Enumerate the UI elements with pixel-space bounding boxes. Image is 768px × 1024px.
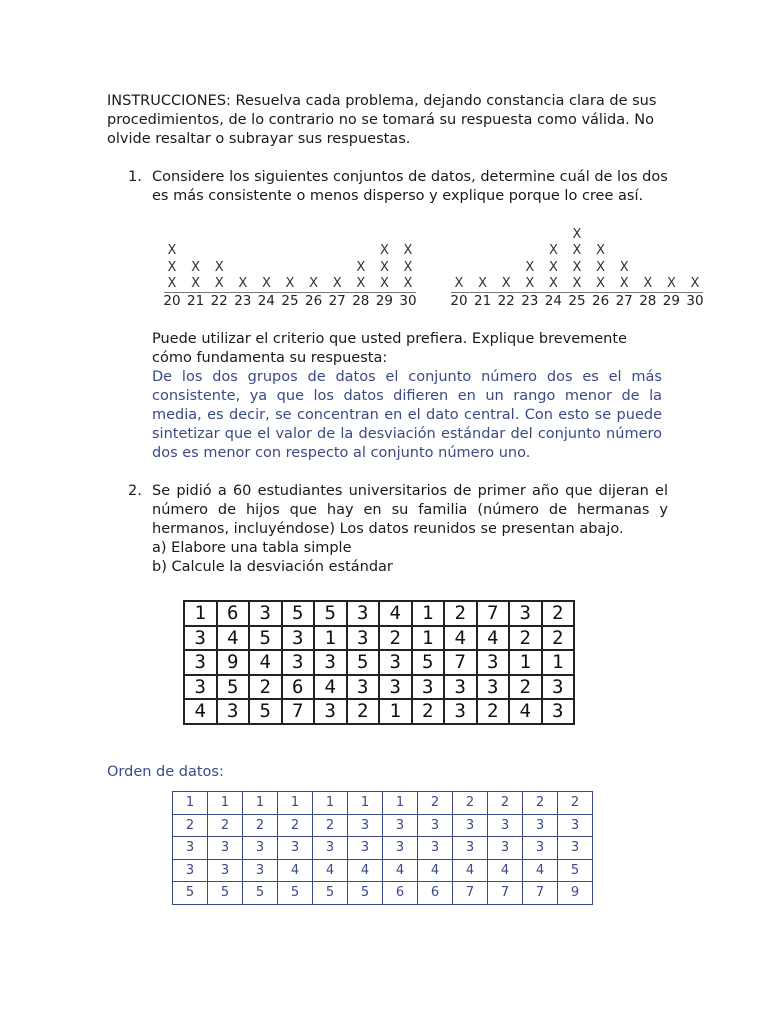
dot-plot-x-mark: X (596, 243, 606, 258)
table-cell: 4 (348, 859, 383, 882)
table-cell: 3 (348, 814, 383, 837)
table-cell: 3 (444, 699, 477, 724)
dot-plot-tick-label: 24 (257, 293, 275, 309)
dot-plot-x-mark: X (403, 276, 413, 291)
dot-plot-tick-label: 25 (281, 293, 299, 309)
table-cell: 3 (208, 837, 243, 860)
dot-plot-x-mark: X (478, 276, 488, 291)
table-cell: 4 (383, 859, 418, 882)
table-cell: 4 (444, 626, 477, 651)
table-cell: 3 (184, 675, 217, 700)
table-cell: 4 (453, 859, 488, 882)
dot-plot-tick-label: 26 (305, 293, 323, 309)
table-cell: 9 (558, 882, 593, 905)
dot-plot-x-mark: X (261, 276, 271, 291)
table-cell: 3 (412, 675, 445, 700)
table-cell: 1 (542, 650, 575, 675)
table-cell: 3 (282, 626, 315, 651)
raw-data-row (184, 601, 574, 626)
table-cell: 5 (347, 650, 380, 675)
dot-plot-x-mark: X (379, 243, 389, 258)
dot-plot-x-mark: X (548, 276, 558, 291)
table-cell: 3 (278, 837, 313, 860)
table-cell: 3 (313, 837, 348, 860)
table-cell: 2 (249, 675, 282, 700)
table-cell: 1 (509, 650, 542, 675)
table-cell: 2 (173, 814, 208, 837)
table-cell: 2 (542, 601, 575, 626)
table-cell: 7 (523, 882, 558, 905)
table-cell: 3 (558, 837, 593, 860)
table-cell: 3 (347, 675, 380, 700)
table-cell: 4 (249, 650, 282, 675)
question-2-item-a: a) Elabore una tabla simple (152, 540, 352, 556)
dot-plot-x-mark: X (356, 276, 366, 291)
dot-plot-tick-label: 30 (686, 293, 704, 309)
table-cell: 4 (488, 859, 523, 882)
dot-plot-tick-label: 26 (592, 293, 610, 309)
dot-plot-x-mark: X (454, 276, 464, 291)
table-cell: 4 (217, 626, 250, 651)
table-cell: 3 (453, 814, 488, 837)
dot-plot-tick-label: 23 (234, 293, 252, 309)
table-cell: 3 (243, 859, 278, 882)
raw-data-table (183, 600, 575, 725)
ordered-data-row (173, 814, 593, 837)
table-cell: 7 (444, 650, 477, 675)
dot-plot-x-mark: X (666, 276, 676, 291)
table-cell: 1 (412, 601, 445, 626)
table-cell: 3 (542, 675, 575, 700)
dot-plot-tick-label: 21 (187, 293, 205, 309)
dot-plot-tick-label: 29 (375, 293, 393, 309)
table-cell: 2 (444, 601, 477, 626)
dot-plot-x-mark: X (167, 243, 177, 258)
dot-plot-tick-label: 21 (474, 293, 492, 309)
table-cell: 3 (383, 814, 418, 837)
table-cell: 5 (278, 882, 313, 905)
table-cell: 3 (314, 699, 347, 724)
dot-plot-x-mark: X (525, 276, 535, 291)
table-cell: 2 (278, 814, 313, 837)
dot-plot-tick-label: 22 (210, 293, 228, 309)
table-cell: 1 (278, 792, 313, 815)
table-cell: 3 (379, 650, 412, 675)
table-cell: 1 (313, 792, 348, 815)
table-cell: 2 (509, 675, 542, 700)
dot-plot-x-mark: X (548, 243, 558, 258)
question-2 (128, 482, 668, 577)
table-cell: 5 (313, 882, 348, 905)
dot-plot-x-mark: X (238, 276, 248, 291)
ordered-data-row (173, 837, 593, 860)
table-cell: 5 (314, 601, 347, 626)
table-cell: 2 (523, 792, 558, 815)
table-cell: 2 (243, 814, 278, 837)
table-cell: 3 (217, 699, 250, 724)
table-cell: 5 (249, 626, 282, 651)
dot-plot-x-mark: X (191, 276, 201, 291)
table-cell: 3 (243, 837, 278, 860)
dot-plot-x-mark: X (572, 276, 582, 291)
question-2-text: Se pidió a 60 estudiantes universitarios de primer año que dijeran el número de hijos que hay en su familia (número de hermanas y hermanos, incluyéndose) Los datos reunidos se presentan abajo. (152, 483, 668, 537)
dot-plot-x-mark: X (167, 276, 177, 291)
table-cell: 1 (348, 792, 383, 815)
table-cell: 3 (184, 650, 217, 675)
table-cell: 1 (314, 626, 347, 651)
table-cell: 3 (383, 837, 418, 860)
table-cell: 4 (418, 859, 453, 882)
table-cell: 3 (523, 837, 558, 860)
orden-title: Orden de datos: (107, 764, 224, 780)
dot-plot-x-mark: X (596, 259, 606, 275)
table-cell: 3 (509, 601, 542, 626)
table-cell: 1 (184, 601, 217, 626)
dot-plot-tick-label: 22 (497, 293, 515, 309)
table-cell: 3 (488, 814, 523, 837)
dot-plot-tick-label: 27 (615, 293, 633, 309)
raw-data-row (184, 675, 574, 700)
table-cell: 2 (477, 699, 510, 724)
dot-plot-set-2 (447, 224, 717, 313)
dot-plot-x-mark: X (214, 259, 224, 275)
table-cell: 3 (418, 814, 453, 837)
table-cell: 3 (173, 837, 208, 860)
dot-plot-x-mark: X (167, 259, 177, 275)
table-cell: 7 (488, 882, 523, 905)
dot-plot-x-mark: X (596, 276, 606, 291)
table-cell: 2 (509, 626, 542, 651)
dot-plot-x-mark: X (690, 276, 700, 291)
table-cell: 5 (173, 882, 208, 905)
dot-plot-x-mark: X (643, 276, 653, 291)
table-cell: 1 (243, 792, 278, 815)
dot-plot-tick-label: 27 (328, 293, 346, 309)
dot-plot-x-mark: X (332, 276, 342, 291)
dot-plot-x-mark: X (285, 276, 295, 291)
table-cell: 2 (558, 792, 593, 815)
raw-data-row (184, 699, 574, 724)
table-cell: 3 (347, 626, 380, 651)
dot-plot-tick-label: 25 (568, 293, 586, 309)
table-cell: 5 (208, 882, 243, 905)
instructions-text: INSTRUCCIONES: Resuelva cada problema, dejando constancia clara de sus procedimientos, de lo contrario no se tomará su respuesta como válida. No olvide resaltar o subrayar sus respuestas. (107, 93, 657, 147)
table-cell: 3 (249, 601, 282, 626)
table-cell: 4 (509, 699, 542, 724)
ordered-data-row (173, 859, 593, 882)
question-1-answer: De los dos grupos de datos el conjunto número dos es el más consistente, ya que los datos difieren en un rango menor de la media, es decir, se concentran en el dato central. Con esto se puede sintetizar que el valor de la desviación estándar del conjunto número dos es menor con respecto al conjunto número uno. (152, 369, 662, 461)
question-1-text: Considere los siguientes conjuntos de datos, determine cuál de los dos es más consistente o menos disperso y explique porque lo cree así. (152, 169, 668, 204)
question-1-hint: Puede utilizar el criterio que usted prefiera. Explique brevemente cómo fundamenta su respuesta: (152, 331, 627, 366)
table-cell: 3 (523, 814, 558, 837)
table-cell: 4 (477, 626, 510, 651)
ordered-data-row (173, 792, 593, 815)
table-cell: 5 (243, 882, 278, 905)
table-cell: 2 (347, 699, 380, 724)
table-cell: 3 (477, 650, 510, 675)
table-cell: 2 (313, 814, 348, 837)
table-cell: 5 (348, 882, 383, 905)
table-cell: 2 (542, 626, 575, 651)
table-cell: 3 (347, 601, 380, 626)
dot-plot-x-mark: X (572, 259, 582, 275)
dot-plot-x-mark: X (572, 226, 582, 242)
table-cell: 4 (313, 859, 348, 882)
table-cell: 1 (412, 626, 445, 651)
dot-plot-tick-label: 24 (544, 293, 562, 309)
table-cell: 3 (542, 699, 575, 724)
table-cell: 1 (208, 792, 243, 815)
table-cell: 2 (412, 699, 445, 724)
table-cell: 6 (282, 675, 315, 700)
dot-plot-tick-label: 30 (399, 293, 417, 309)
dot-plot-x-mark: X (356, 259, 366, 275)
dot-plot-tick-label: 20 (450, 293, 468, 309)
question-1 (128, 168, 668, 206)
table-cell: 4 (278, 859, 313, 882)
table-cell: 2 (488, 792, 523, 815)
raw-data-row (184, 650, 574, 675)
table-cell: 3 (184, 626, 217, 651)
table-cell: 5 (249, 699, 282, 724)
dot-plot-x-mark: X (619, 276, 629, 291)
table-cell: 3 (314, 650, 347, 675)
dot-plot-x-mark: X (548, 259, 558, 275)
table-cell: 1 (383, 792, 418, 815)
question-2-number: 2. (128, 483, 142, 499)
table-cell: 5 (558, 859, 593, 882)
dot-plot-x-mark: X (525, 259, 535, 275)
question-1-number: 1. (128, 169, 142, 185)
dot-plot-set-1 (160, 238, 420, 313)
table-cell: 3 (173, 859, 208, 882)
ordered-data-row (173, 882, 593, 905)
table-cell: 4 (184, 699, 217, 724)
dot-plot-tick-label: 29 (662, 293, 680, 309)
dot-plot-tick-label: 23 (521, 293, 539, 309)
dot-plot-x-mark: X (214, 276, 224, 291)
table-cell: 3 (453, 837, 488, 860)
table-cell: 1 (173, 792, 208, 815)
table-cell: 3 (477, 675, 510, 700)
table-cell: 7 (453, 882, 488, 905)
table-cell: 3 (418, 837, 453, 860)
table-cell: 4 (379, 601, 412, 626)
table-cell: 4 (314, 675, 347, 700)
dot-plot-x-mark: X (379, 276, 389, 291)
table-cell: 4 (523, 859, 558, 882)
ordered-data-table (172, 791, 593, 905)
dot-plot-x-mark: X (572, 243, 582, 258)
table-cell: 3 (208, 859, 243, 882)
table-cell: 3 (282, 650, 315, 675)
table-cell: 3 (379, 675, 412, 700)
table-cell: 2 (453, 792, 488, 815)
table-cell: 2 (208, 814, 243, 837)
table-cell: 5 (217, 675, 250, 700)
table-cell: 9 (217, 650, 250, 675)
raw-data-row (184, 626, 574, 651)
table-cell: 5 (412, 650, 445, 675)
table-cell: 1 (379, 699, 412, 724)
table-cell: 6 (383, 882, 418, 905)
question-2-item-b: b) Calcule la desviación estándar (152, 559, 393, 575)
table-cell: 3 (558, 814, 593, 837)
dot-plot-x-mark: X (403, 259, 413, 275)
dot-plot-tick-label: 28 (639, 293, 657, 309)
table-cell: 6 (217, 601, 250, 626)
table-cell: 5 (282, 601, 315, 626)
table-cell: 3 (348, 837, 383, 860)
table-cell: 7 (477, 601, 510, 626)
table-cell: 3 (444, 675, 477, 700)
table-cell: 2 (418, 792, 453, 815)
dot-plot-x-mark: X (191, 259, 201, 275)
dot-plot-x-mark: X (379, 259, 389, 275)
dot-plot-x-mark: X (403, 243, 413, 258)
dot-plot-tick-label: 28 (352, 293, 370, 309)
dot-plot-x-mark: X (619, 259, 629, 275)
table-cell: 2 (379, 626, 412, 651)
dot-plot-tick-label: 20 (163, 293, 181, 309)
table-cell: 3 (488, 837, 523, 860)
dot-plot-x-mark: X (309, 276, 319, 291)
table-cell: 7 (282, 699, 315, 724)
dot-plot-x-mark: X (501, 276, 511, 291)
table-cell: 6 (418, 882, 453, 905)
